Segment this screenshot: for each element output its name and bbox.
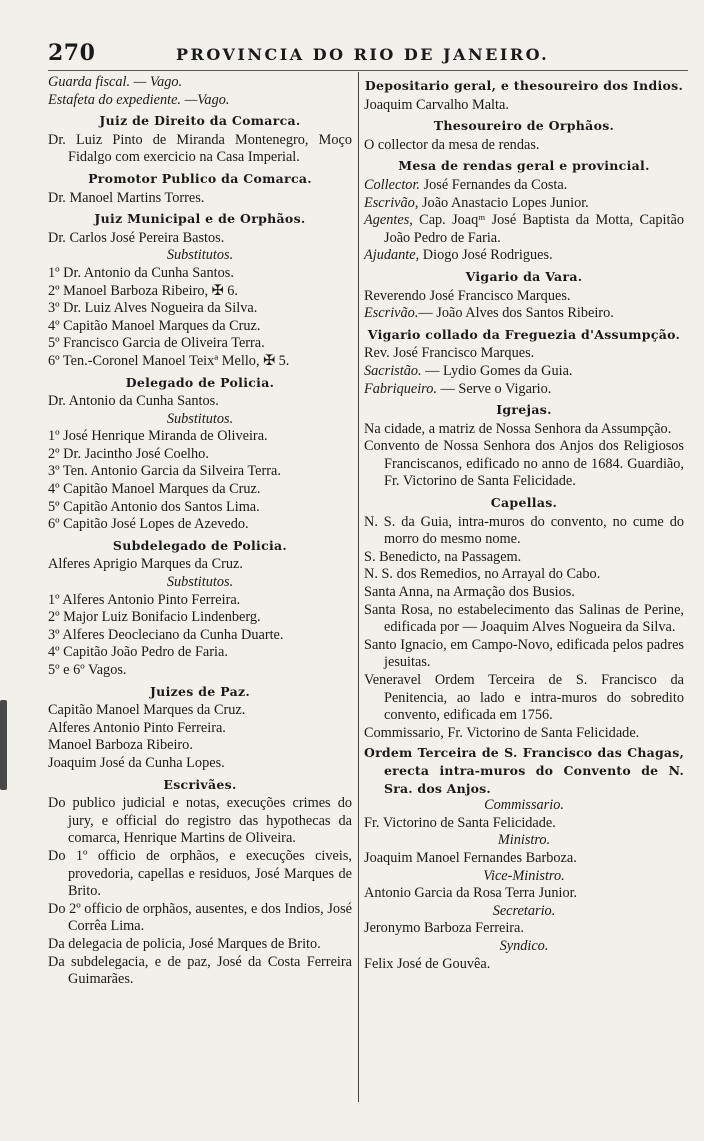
list-item: 5º Capitão Antonio dos Santos Lima. <box>48 498 260 515</box>
list-item: Joaquim José da Cunha Lopes. <box>48 754 225 771</box>
list-item: Do publico judicial e notas, execuções crimes do jury, e official do registro das hypothecas da comarca, Henrique Martins de Oliveira. <box>48 795 352 847</box>
section-heading: Escrivães. <box>163 776 237 792</box>
page-number: 270 <box>48 40 96 66</box>
list-item: Santo Ignacio, em Campo-Novo, edificada pelos padres jesuitas. <box>364 636 684 671</box>
role-label: Escrivão, <box>364 194 419 211</box>
list-item: 6º Capitão José Lopes de Azevedo. <box>48 516 249 533</box>
list-item: Veneravel Ordem Terceira de S. Francisco da Penitencia, ao lado e intra-muros do sobredito convento, edificada em 1756. <box>364 672 684 724</box>
section-heading: Promotor Publico da Comarca. <box>88 170 312 186</box>
list-item: Do 2º officio de orphãos, ausentes, e dos Indios, José Corrêa Lima. <box>48 900 352 935</box>
role-label: Fabriqueiro. <box>364 380 437 397</box>
list-item: Da subdelegacia, e de paz, José da Costa Ferreira Guimarães. <box>48 953 352 988</box>
entry-text: O collector da mesa de rendas. <box>364 136 540 153</box>
list-item: 5º Francisco Garcia de Oliveira Terra. <box>48 335 265 352</box>
list-item: Do 1º officio de orphãos, e execuções civeis, provedoria, capellas e residuos, José Marques de Brito. <box>48 847 352 900</box>
section-heading: Delegado de Policia. <box>125 374 275 390</box>
list-item: 2º Major Luiz Bonifacio Lindenberg. <box>48 609 261 626</box>
section-heading: Ordem Terceira de S. Francisco das Chagas, erecta intra-muros do Convento de N. Sra. dos Anjos. <box>364 745 684 796</box>
header-rule <box>48 70 688 71</box>
list-item: 6º Ten.-Coronel Manoel Teixª Mello, ✠ 5. <box>48 352 290 369</box>
entry-text: Dr. Manoel Martins Torres. <box>48 189 205 206</box>
section-heading: Thesoureiro de Orphãos. <box>433 118 615 134</box>
column-divider <box>358 72 359 1102</box>
list-item: Santa Anna, na Armação dos Busios. <box>364 584 575 601</box>
guarda-fiscal-line: Guarda fiscal. — Vago. <box>48 74 183 90</box>
role-label: Ajudante, <box>364 247 420 264</box>
list-item: Da delegacia de policia, José Marques de Brito. <box>48 935 321 952</box>
subsection-label: Substitutos. <box>166 247 234 264</box>
subsection-label: Substitutos. <box>166 410 234 427</box>
role-label: Escrivão. <box>364 305 419 322</box>
entry-text <box>364 212 684 247</box>
entry-text <box>364 363 684 381</box>
role-holder: José Fernandes da Costa. <box>423 176 568 193</box>
entry-text: Dr. Luiz Pinto de Miranda Montenegro, Moço Fidalgo com exercicio na Casa Imperial. <box>48 131 352 166</box>
role-holder: Felix José de Gouvêa. <box>364 955 491 972</box>
section-heading: Capellas. <box>490 495 558 511</box>
section-heading: Vigario da Vara. <box>465 268 583 284</box>
role-holder: — João Alves dos Santos Ribeiro. <box>418 305 614 322</box>
section-heading: Vigario collado da Freguezia d'Assumpção. <box>367 326 681 342</box>
entry-text: Dr. Antonio da Cunha Santos. <box>48 393 219 410</box>
role-label: Sacristão. <box>364 362 422 379</box>
list-item: 4º Capitão Manoel Marques da Cruz. <box>48 317 261 334</box>
entry-text <box>364 177 684 195</box>
list-item: Convento de Nossa Senhora dos Anjos dos Religiosos Franciscanos, edificado no anno de 1684. Guardião, Fr. Victorino de Santa Felicidade. <box>364 438 684 490</box>
list-item: 1º Alferes Antonio Pinto Ferreira. <box>48 591 241 608</box>
section-heading: Depositario geral, e thesoureiro dos Indios. <box>364 78 684 93</box>
role-holder: Antonio Garcia da Rosa Terra Junior. <box>364 885 578 902</box>
list-item: Manoel Barboza Ribeiro. <box>48 737 193 754</box>
list-item: 4º Capitão João Pedro de Faria. <box>48 644 228 661</box>
list-item: 5º e 6º Vagos. <box>48 662 127 678</box>
section-heading: Juiz Municipal e de Orphãos. <box>94 211 306 227</box>
role-label: Syndico. <box>499 937 549 954</box>
section-heading: Subdelegado de Policia. <box>112 537 288 553</box>
list-item: N. S. dos Remedios, no Arrayal do Cabo. <box>364 566 601 583</box>
entry-text: Rev. José Francisco Marques. <box>364 345 535 362</box>
role-label: Vice-Ministro. <box>483 867 565 884</box>
entry-text: Reverendo José Francisco Marques. <box>364 287 571 304</box>
list-item: 3º Dr. Luiz Alves Nogueira da Silva. <box>48 300 258 317</box>
list-item: Na cidade, a matriz de Nossa Senhora da Assumpção. <box>364 420 672 437</box>
role-holder: João Anastacio Lopes Junior. <box>421 194 589 211</box>
list-item: Commissario, Fr. Victorino de Santa Felicidade. <box>364 724 640 741</box>
role-holder: — Lydio Gomes da Guia. <box>425 362 573 379</box>
list-item: Capitão Manoel Marques da Cruz. <box>48 702 246 719</box>
page-edge-stain <box>0 700 7 790</box>
role-holder: Fr. Victorino de Santa Felicidade. <box>364 814 556 831</box>
list-item: 1º Dr. Antonio da Cunha Santos. <box>48 264 234 281</box>
list-item: S. Benedicto, na Passagem. <box>364 548 522 565</box>
role-holder: Diogo José Rodrigues. <box>422 247 553 264</box>
section-heading: Mesa de rendas geral e provincial. <box>398 158 650 174</box>
role-label: Secretario. <box>492 902 556 919</box>
estafeta-line: Estafeta do expediente. —Vago. <box>48 91 230 108</box>
role-label: Ministro. <box>497 832 551 849</box>
list-item: Alferes Antonio Pinto Ferreira. <box>48 719 226 736</box>
list-item: 2º Dr. Jacintho José Coelho. <box>48 445 209 462</box>
section-heading: Juizes de Paz. <box>149 683 251 699</box>
entry-text: Joaquim Carvalho Malta. <box>364 96 509 113</box>
page-header <box>48 40 688 70</box>
left-column <box>48 74 352 989</box>
entry-text: Alferes Aprigio Marques da Cruz. <box>48 556 243 573</box>
entry-text <box>364 195 684 213</box>
entry-text <box>364 247 684 265</box>
running-title: PROVINCIA DO RIO DE JANEIRO. <box>176 45 550 64</box>
role-label: Commissario. <box>484 797 564 814</box>
section-heading: Juiz de Direito da Comarca. <box>99 113 301 129</box>
entry-text <box>364 381 684 399</box>
list-item: Santa Rosa, no estabelecimento das Salinas de Perine, edificada por — Joaquim Alves Nogueira da Silva. <box>364 601 684 636</box>
subsection-label: Substitutos. <box>166 574 234 591</box>
entry-text <box>364 305 684 323</box>
section-heading: Igrejas. <box>496 402 552 418</box>
list-item: 2º Manoel Barboza Ribeiro, ✠ 6. <box>48 282 238 299</box>
list-item: 3º Ten. Antonio Garcia da Silveira Terra. <box>48 463 281 480</box>
role-holder: Cap. Joaqᵐ José Baptista da Motta, Capitão João Pedro de Faria. <box>384 212 684 246</box>
list-item: 4º Capitão Manoel Marques da Cruz. <box>48 481 261 498</box>
role-holder: Jeronymo Barboza Ferreira. <box>364 920 524 937</box>
role-label: Collector. <box>364 176 420 193</box>
role-label: Agentes, <box>364 212 413 229</box>
entry-text: Dr. Carlos José Pereira Bastos. <box>48 229 225 246</box>
list-item: N. S. da Guia, intra-muros do convento, no cume do morro do mesmo nome. <box>364 513 684 548</box>
right-column <box>364 74 684 973</box>
role-holder: — Serve o Vigario. <box>440 380 552 397</box>
list-item: 1º José Henrique Miranda de Oliveira. <box>48 428 268 445</box>
role-holder: Joaquim Manoel Fernandes Barboza. <box>364 849 577 866</box>
list-item: 3º Alferes Deocleciano da Cunha Duarte. <box>48 626 284 643</box>
